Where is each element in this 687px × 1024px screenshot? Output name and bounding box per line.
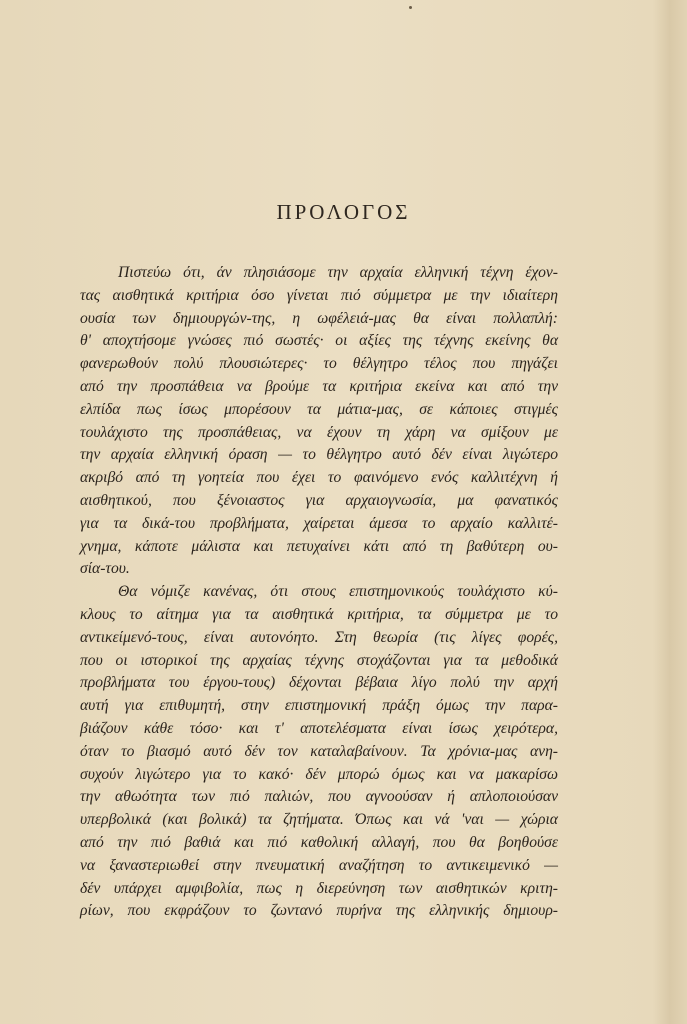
text-line: θ' αποχτήσομε γνώσες πιό σωστές· οι αξίες της τέχνης εκείνης θα: [80, 332, 558, 350]
text-line: φανερωθούν πολύ πλουσιώτερες· το θέλγητρο τέλος που πηγάζει: [80, 355, 558, 373]
text-line: την αθωότητα των πιό παλιών, που αγνοούσαν ή απλοποιούσαν: [80, 788, 558, 806]
text-line: όταν το βιασμό αυτό δέν τον καταλαβαίνουν. Τα χρόνια-μας ανη-: [80, 742, 558, 760]
text-line: υπερβολικά (και βολικά) τα ζητήματα. Όπως και νά 'ναι — χώρια: [80, 811, 558, 829]
text-line: Πιστεύω ότι, άν πλησιάσομε την αρχαία ελληνική τέχνη έχον-: [118, 264, 558, 281]
text-line: από την προσπάθεια να βρούμε τα κριτήρια εκείνα και από την: [80, 377, 558, 395]
paragraph: [80, 581, 558, 923]
text-line: για τα δικά-του προβλήματα, χαίρεται άμεσα το αρχαίο καλλιτέ-: [80, 514, 558, 532]
text-line: την αρχαία ελληνική όραση — το θέλγητρο αυτό δέν είναι λιγώτερο: [80, 446, 558, 464]
page-title: ΠΡΟΛΟΓΟΣ: [276, 200, 411, 224]
paragraph: [80, 262, 558, 581]
ink-speck: [409, 6, 412, 9]
text-line: τουλάχιστο της προσπάθειας, να έχουν τη χάρη να σμίξουν με: [80, 423, 558, 441]
text-line: αυτή για επιθυμητή, στην επιστημονική πράξη όμως την παρα-: [80, 697, 558, 715]
text-line: ελπίδα πως ίσως μπορέσουν τα μάτια-μας, σε κάποιες στιγμές: [80, 400, 558, 418]
text-line: προβλήματα του έργου-τους) δέχονται βέβαια λίγο πολύ την αρχή: [80, 674, 558, 692]
text-line: που οι ιστορικοί της αρχαίας τέχνης στοχάζονται για τα μεθοδικά: [80, 651, 558, 669]
text-line: συχούν λιγώτερο για το κακό· δέν μπορώ όμως και να μακαρίσω: [80, 765, 558, 783]
text-line: σία-του.: [80, 560, 130, 578]
text-line: από την πιό βαθιά και πιό καθολική αλλαγή, που θα βοηθούσε: [80, 833, 558, 851]
text-line: ακριβό από τη γοητεία που έχει το φαινόμενο ενός καλλιτέχνη ή: [80, 469, 558, 487]
text-line: ουσία των δημιουργών-της, η ωφέλειά-μας θα είναι πολλαπλή:: [80, 309, 558, 327]
text-line: τας αισθητικά κριτήρια όσο γίνεται πιό σύμμετρα με την ιδιαίτερη: [80, 286, 558, 304]
preface-text: [80, 262, 558, 923]
text-line: δέν υπάρχει αμφιβολία, πως η διερεύνηση των αισθητικών κριτη-: [80, 879, 558, 897]
text-line: βιάζουν κάθε τόσο· και τ' αποτελέσματα είναι ίσως χειρότερα,: [80, 719, 558, 737]
text-line: ρίων, που εκφράζουν το ζωντανό πυρήνα της ελληνικής δημιουρ-: [80, 902, 558, 920]
text-line: αισθητικού, που ξένοιαστος για αρχαιογνωσία, μα φανατικός: [80, 491, 558, 509]
text-line: να ξαναστεριωθεί στην πνευματική αναζήτηση το αντικειμενικό —: [80, 856, 558, 874]
text-line: κλους το αίτημα για τα αισθητικά κριτήρια, τα σύμμετρα με το: [80, 605, 558, 623]
text-line: Θα νόμιζε κανένας, ότι στους επιστημονικούς τουλάχιστο κύ-: [118, 583, 558, 601]
text-line: αντικείμενό-τους, είναι αυτονόητο. Στη θεωρία (τις λίγες φορές,: [80, 628, 558, 646]
text-line: χνημα, κάποτε μάλιστα και πετυχαίνει κάτι από τη βαθύτερη ου-: [80, 537, 558, 555]
